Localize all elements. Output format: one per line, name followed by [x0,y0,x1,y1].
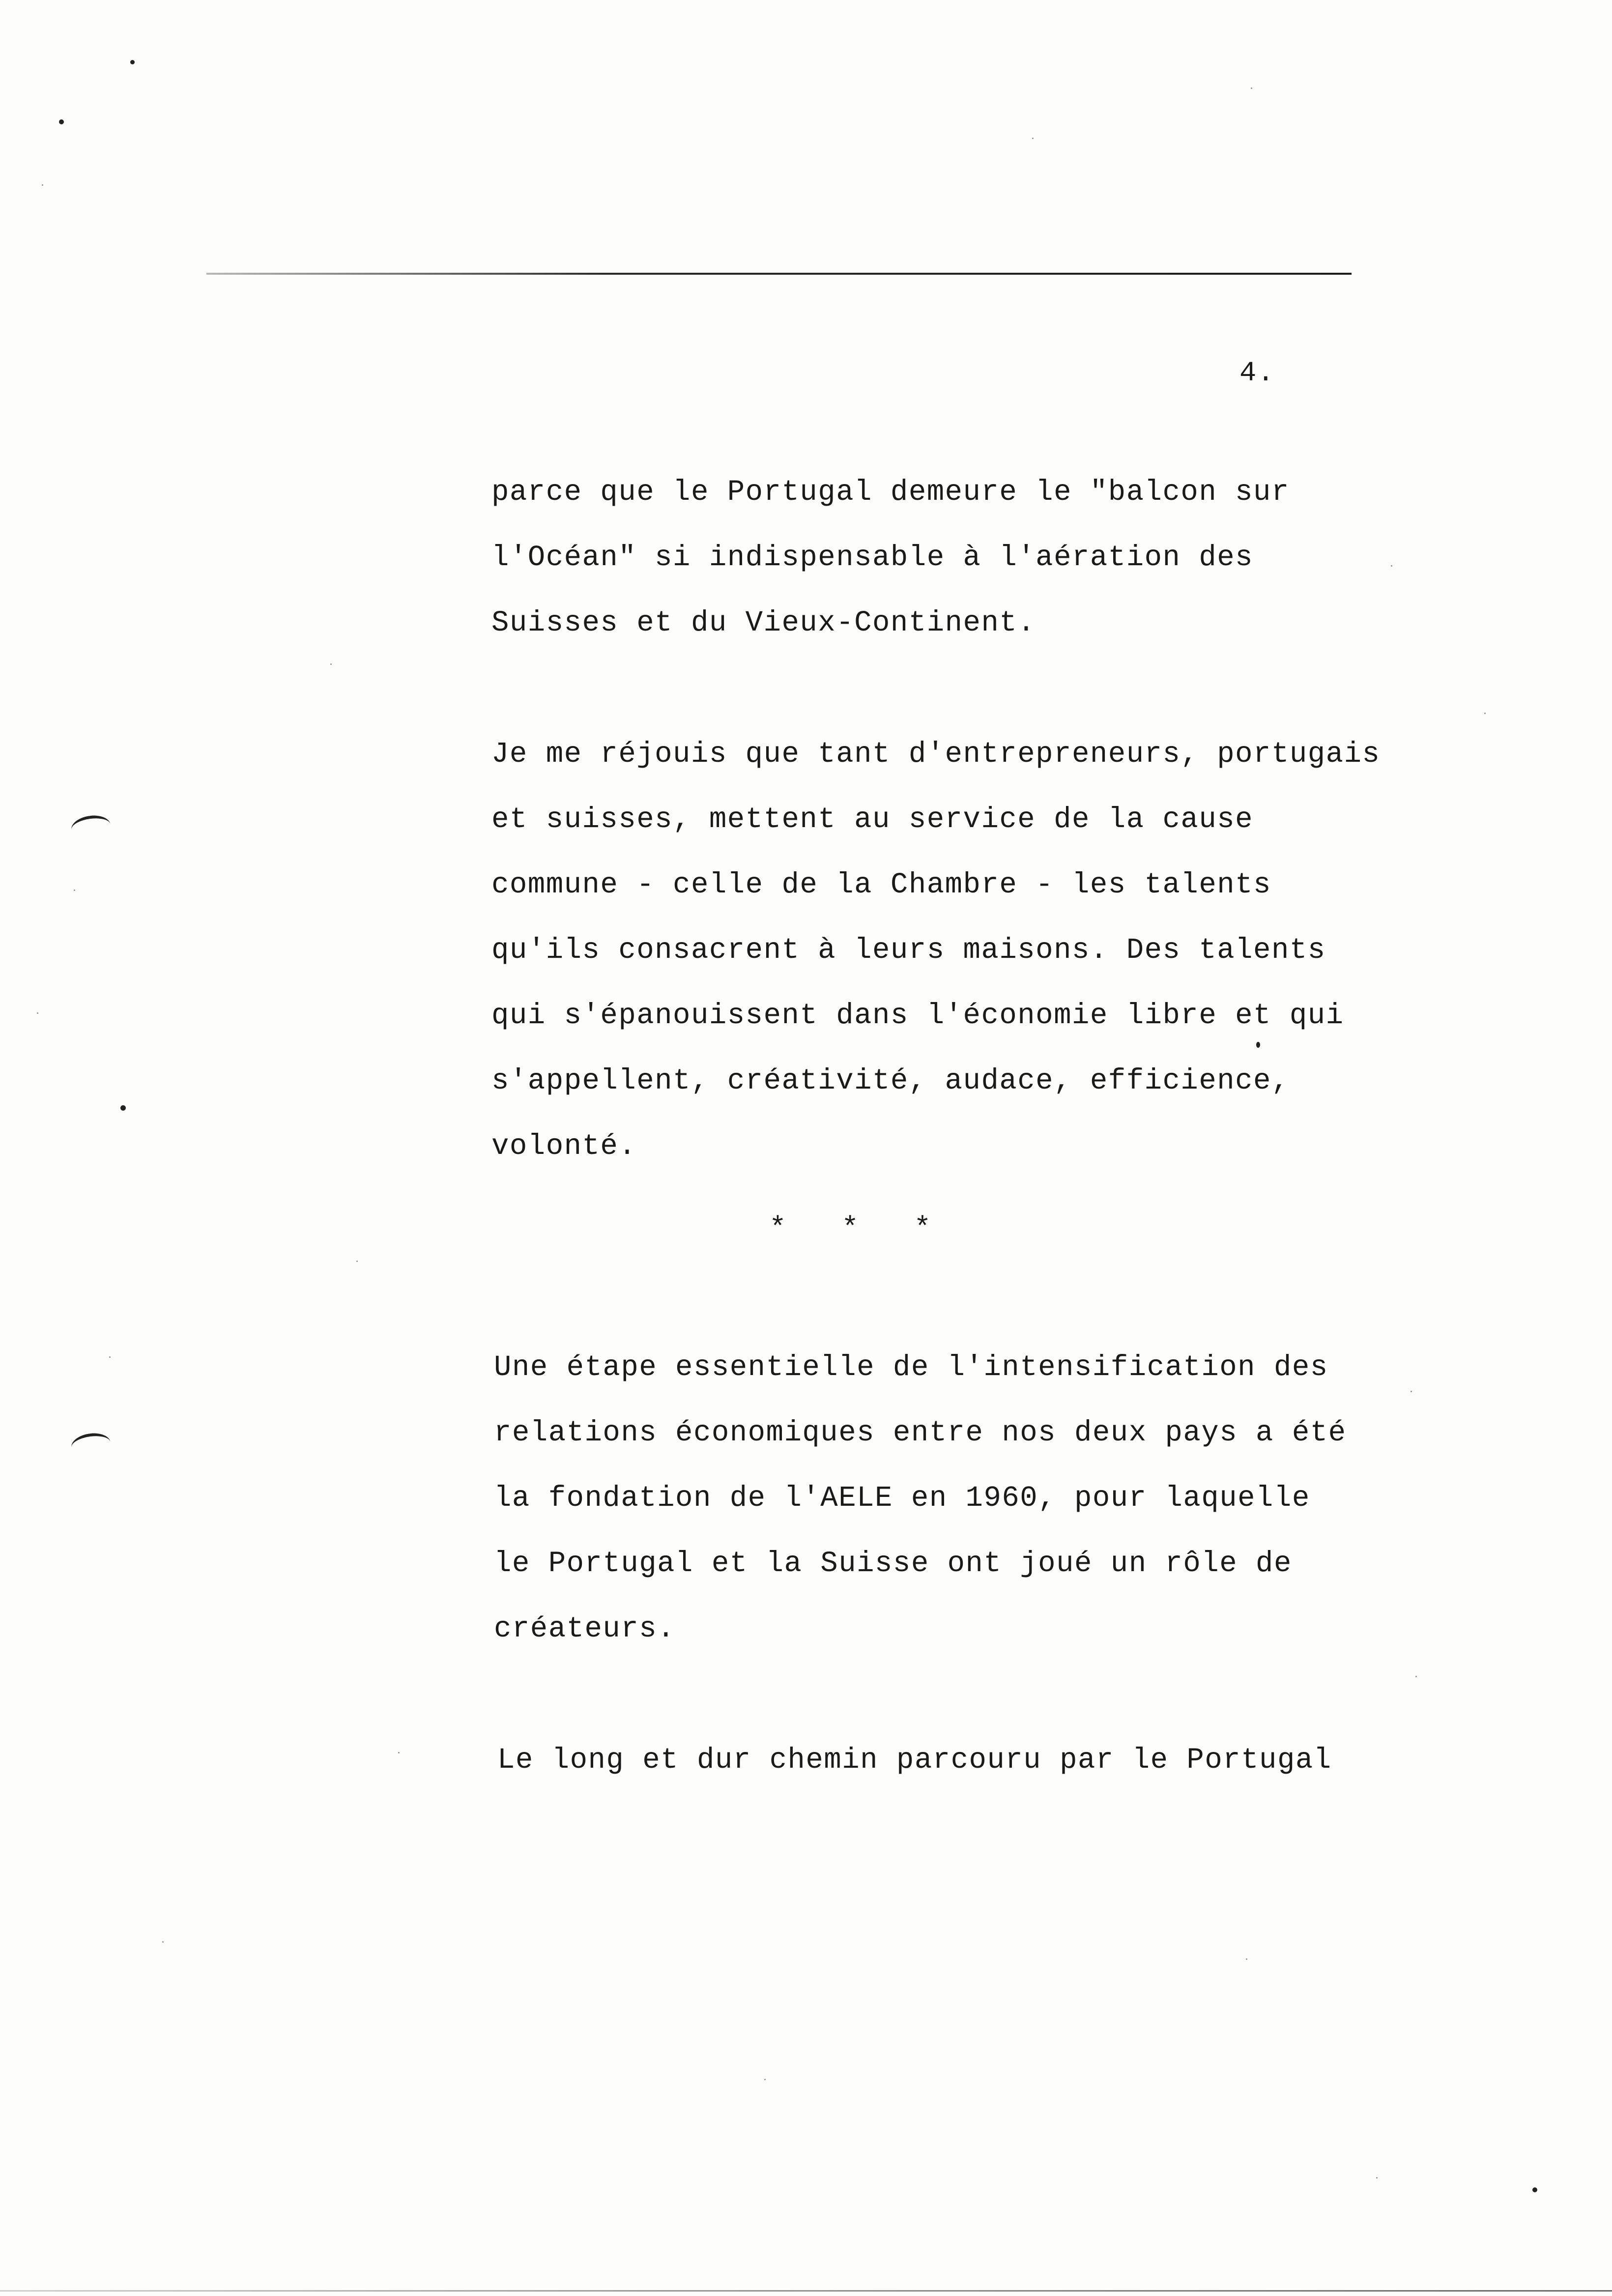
scan-speck [37,1012,38,1014]
punch-hole-mark [70,813,112,841]
scan-speck [1391,565,1392,567]
paragraph-1 [491,459,1290,656]
text-line: volonté. [491,1130,637,1163]
paragraph-3 [494,1335,1347,1662]
scan-speck [1032,138,1034,139]
text-line: Je me réjouis que tant d'entrepreneurs, portugais [491,738,1381,771]
scan-dot [59,119,64,124]
text-line: commune - celle de la Chambre - les talents [491,868,1271,901]
scan-speck [1484,713,1486,714]
text-line: Le long et dur chemin parcouru par le Portugal [497,1744,1332,1777]
punch-hole-mark [70,1431,112,1459]
scan-dot [1532,2187,1537,2192]
section-separator: * * * [769,1213,932,1245]
scan-dot [120,1105,126,1111]
paragraph-2 [491,721,1380,1179]
text-line: s'appellent, créativité, audace, efficience, [491,1064,1290,1097]
header-rule [206,273,1352,275]
scan-speck [1410,1391,1412,1392]
text-line: la fondation de l'AELE en 1960, pour laquelle [494,1482,1310,1515]
text-line: et suisses, mettent au service de la cause [491,803,1254,836]
scan-speck [109,1356,111,1358]
scan-speck [356,1261,358,1262]
scan-speck [162,1941,164,1943]
scan-speck [1246,1958,1247,1960]
text-line: Suisses et du Vieux-Continent. [491,606,1036,639]
footer-rule [0,2290,1612,2292]
scan-dot [130,60,135,64]
scan-speck [42,184,43,186]
text-line: qu'ils consacrent à leurs maisons. Des talents [491,934,1326,967]
scan-speck [330,663,332,665]
scan-dot [1256,1042,1260,1048]
paragraph-4 [497,1727,1332,1793]
text-line: Une étape essentielle de l'intensification des [494,1351,1328,1384]
scan-speck [74,890,75,891]
scan-speck [398,1752,400,1753]
text-line: créateurs. [494,1612,676,1645]
scan-speck [1415,1676,1417,1677]
text-line: le Portugal et la Suisse ont joué un rôle de [494,1547,1292,1580]
scan-speck [1251,87,1252,89]
page-number: 4. [1239,358,1275,389]
scan-speck [1376,2177,1378,2179]
text-line: qui s'épanouissent dans l'économie libre et qui [491,999,1344,1032]
scan-speck [764,2079,766,2080]
text-line: relations économiques entre nos deux pays a été [494,1416,1347,1449]
text-line: parce que le Portugal demeure le "balcon sur [491,476,1290,509]
text-line: l'Océan" si indispensable à l'aération des [491,541,1254,574]
